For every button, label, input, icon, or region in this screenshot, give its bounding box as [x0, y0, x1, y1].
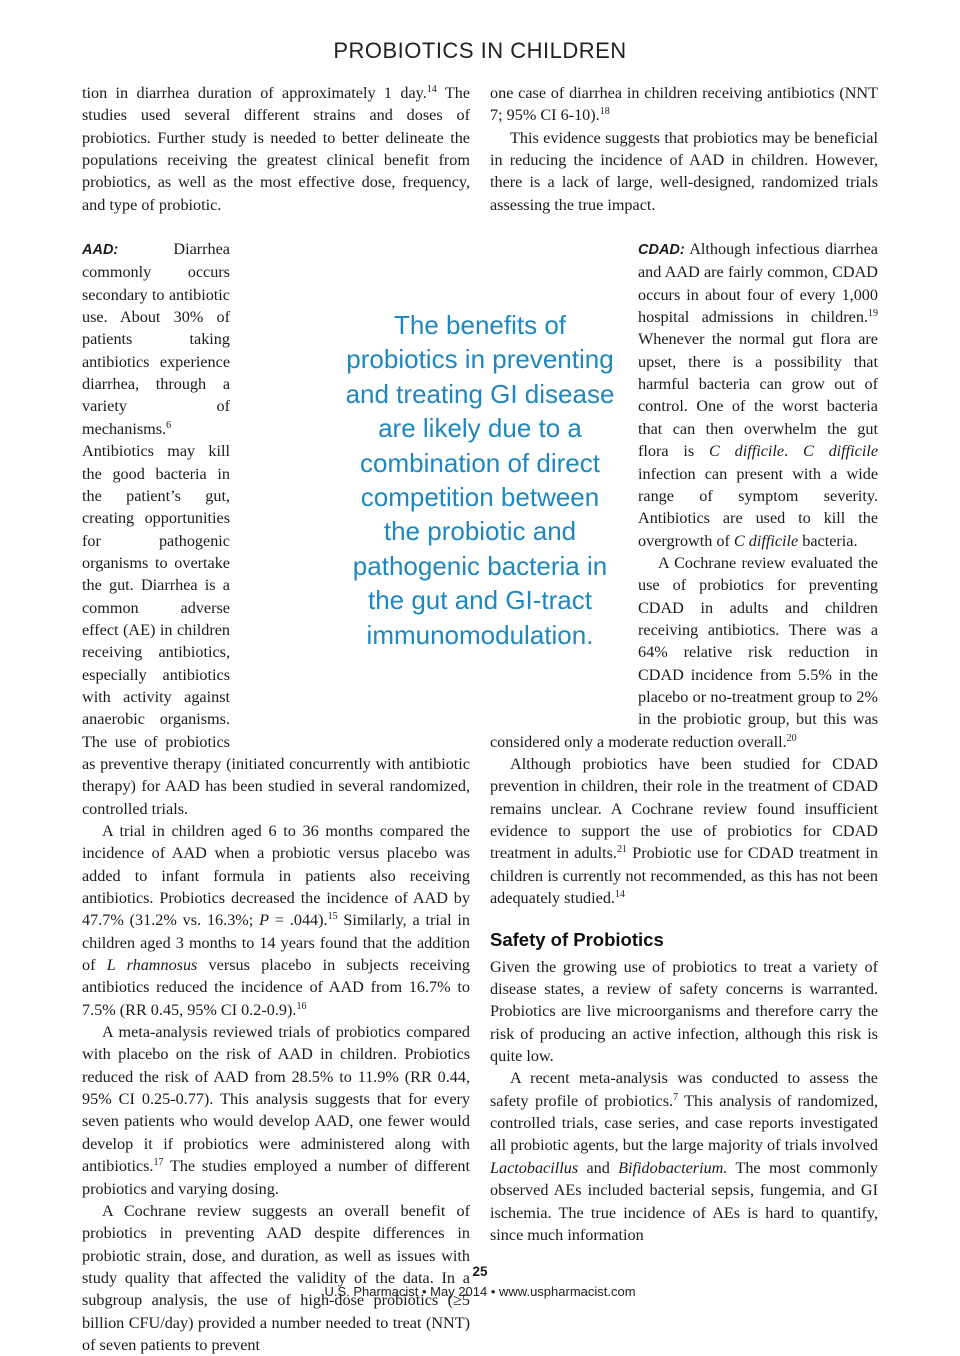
cdad-paragraph: CDAD: Although infectious diarrhea and AAD are fairly common, CDAD occurs in about four of every 1,000 hospital admissions in children.$^{19}$ Whenever the normal gut flora are upset, there is a possibility that harmful bacteria can grow out of control. One of the worst bacteria that can then overwhelm the gut flora is C difficile. C difficile infection can present with a wide range of symptom severity. Antibiotics are used to kill the overgrowth of C difficile bacteria. [490, 238, 878, 552]
cdad-lead: CDAD: [638, 242, 685, 259]
pull-quote: The benefits of probiotics in preventing and treating GI disease are likely due to a combination of direct competition between the probiotic and pathogenic bacteria in the gut and GI-tract immunomodulation. [345, 310, 615, 650]
aad-paragraph: AAD: Diarrhea commonly occurs secondary to antibiotic use. About 30% of patients taking antibiotics experience diarrhea, through a variety of mechanisms.$^6$ Antibiotics may kill the good bacteria in the patient’s gut, creating opportunities for pathogenic organisms to overtake the gut. Diarrhea is a common adverse effect (AE) in children receiving antibiotics, especially antibiotics with activity against anaerobic organisms. The use of probiotics as preventive therapy (initiated concurrently with antibiotic therapy) for AAD has been studied in several randomized, controlled trials. [82, 240, 470, 818]
evidence-paragraph: This evidence suggests that probiotics may be beneficial in reducing the incidence of AAD in children. However, there is a lack of large, well-designed, randomized trials assessing the true impact. [490, 128, 878, 214]
running-header: PROBIOTICS IN CHILDREN [333, 38, 627, 63]
right-column [490, 82, 878, 1246]
trial-paragraph: A trial in children aged 6 to 36 months compared the incidence of AAD when a probiotic versus placebo was added to infant formula in patients also receiving antibiotics. Probiotics decreased the incidence of AAD by 47.7% (31.2% vs. 16.3%; P = .044).$^{15}$ Similarly, a trial in children aged 3 months to 14 years found that the addition of L rhamnosus versus placebo in subjects receiving antibiotics reduced the incidence of AAD from 16.7% to 7.5% (RR 0.45, 95% CI 0.2-0.9).$^{16}$ [82, 822, 471, 1019]
left-column [82, 82, 470, 1356]
intro-paragraph: tion in diarrhea duration of approximately 1 day.$^{14}$ The studies used several different strains and doses of probiotics. Further study is needed to better delineate the populations receiving the greatest clinical benefit from probiotics, as well as the most effective dose, frequency, and type of probiotic. [82, 84, 471, 214]
page-number: 25 [472, 1264, 488, 1279]
safety-paragraph-1: Given the growing use of probiotics to treat a variety of disease states, a review of safety concerns is warranted. Probiotics are live microorganisms and therefore carry the risk of producing an active infection, although this risk is quite low. [490, 957, 878, 1066]
cochrane-cdad-paragraph: A Cochrane review evaluated the use of probiotics for preventing CDAD in adults and children receiving antibiotics. There was a 64% relative risk reduction in CDAD incidence from 5.5% in the placebo or no-treatment group to 2% in the probiotic group, but this was considered only a moderate reduction overall.$^{20}$ [490, 553, 878, 751]
cochrane-paragraph: A Cochrane review suggests an overall benefit of probiotics in preventing AAD despite differences in probiotic strain, dose, and duration, as well as issues with study quality that affected the validity of the data. In a subgroup analysis, the use of high-dose probiotics (≥5 billion CFU/day) provided a number needed to treat (NNT) of seven patients to prevent [82, 1201, 470, 1354]
aad-lead: AAD: [82, 242, 119, 259]
meta-analysis-paragraph: A meta-analysis reviewed trials of probiotics compared with placebo on the risk of AAD in children. Probiotics reduced the risk of AAD from 28.5% to 11.9% (RR 0.44, 95% CI 0.25-0.77). This analysis suggests that for every seven patients who would develop AAD, one fewer would develop it if probiotics were administered along with antibiotics.$^{17}$ The studies employed a number of different probiotics and varying dosing. [82, 1023, 470, 1198]
publication-line: U.S. Pharmacist • May 2014 • www.uspharmacist.com [324, 1284, 636, 1299]
continuation-paragraph: one case of diarrhea in children receiving antibiotics (NNT 7; 95% CI 6-10).$^{18}$ [490, 84, 878, 125]
safety-heading: Safety of Probiotics [490, 929, 664, 951]
cdad-treatment-paragraph: Although probiotics have been studied for CDAD prevention in children, their role in the treatment of CDAD remains unclear. A Cochrane review found insufficient evidence to support the use of probiotics for CDAD treatment in adults.$^{21}$ Probiotic use for CDAD treatment in children is currently not recommended, as this has not been adequately studied.$^{14}$ [490, 754, 878, 908]
safety-paragraph-2: A recent meta-analysis was conducted to assess the safety profile of probiotics.$^7$ This analysis of randomized, controlled trials, case series, and case reports investigated all probiotic agents, but the large majority of trials involved Lactobacillus and Bifidobacterium. The most commonly observed AEs included bacterial sepsis, fungemia, and GI ischemia. The true incidence of AEs is hard to quantify, since much information [490, 1069, 878, 1244]
